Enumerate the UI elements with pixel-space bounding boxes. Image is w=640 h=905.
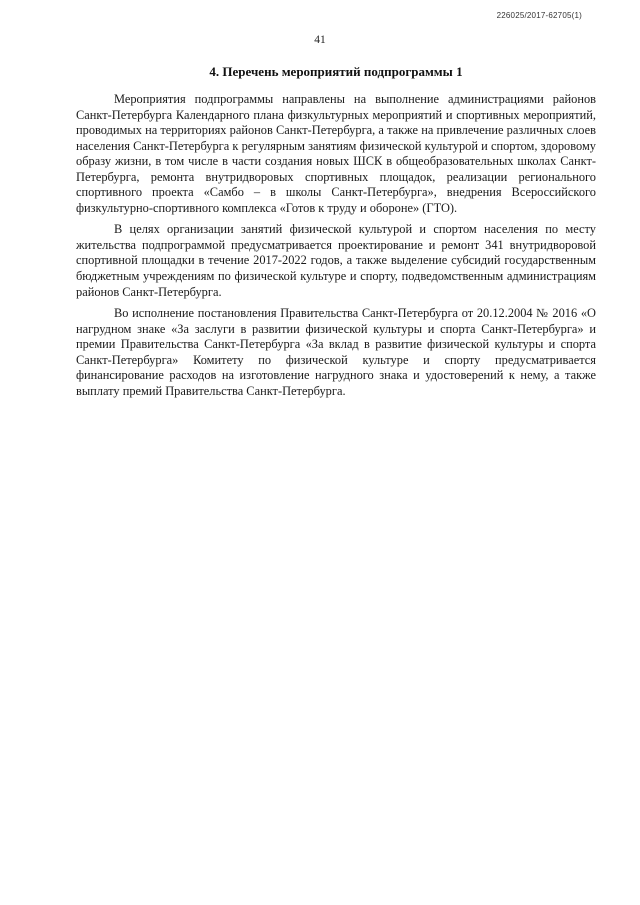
paragraph-sports-grounds: В целях организации занятий физической культурой и спортом населения по месту жительства подпрограммой предусматривается проектирование и ремонт 341 внутридворовой спортивной площадки в течение 2017-2022 годов, а также выделение субсидий государственным бюджетным учреждениям по физической культуре и спорту, подведомственным администрациям районов Санкт-Петербурга. [76, 222, 596, 299]
body-text [76, 92, 596, 405]
paragraph-activities: Мероприятия подпрограммы направлены на выполнение администрациями районов Санкт-Петербурга Календарного плана физкультурных мероприятий и спортивных мероприятий, проводимых на территориях районов Санкт-Петербурга, а также на привлечение различных слоев населения Санкт-Петербурга к регулярным занятиям физической культурой и спортом, здоровому образу жизни, в том числе в части создания новых ШСК в общеобразовательных школах Санкт-Петербурга, ремонта внутридворовых спортивных площадок, реализации регионального спортивного проекта «Самбо – в школы Санкт-Петербурга», внедрения Всероссийского физкультурно-спортивного комплекса «Готов к труду и обороне» (ГТО). [76, 92, 596, 215]
paragraph-awards: Во исполнение постановления Правительства Санкт-Петербурга от 20.12.2004 № 2016 «О нагрудном знаке «За заслуги в развитии физической культуры и спорта Санкт-Петербурга» и премии Правительства Санкт-Петербурга «За вклад в развитие физической культуры и спорта Санкт-Петербурга» Комитету по физической культуре и спорту предусматривается финансирование расходов на изготовление нагрудного знака и удостоверений к нему, а также выплату премий Правительства Санкт-Петербурга. [76, 306, 596, 398]
page-number: 41 [314, 34, 326, 46]
document-id: 226025/2017-62705(1) [496, 11, 582, 20]
section-heading: 4. Перечень мероприятий подпрограммы 1 [209, 64, 463, 79]
